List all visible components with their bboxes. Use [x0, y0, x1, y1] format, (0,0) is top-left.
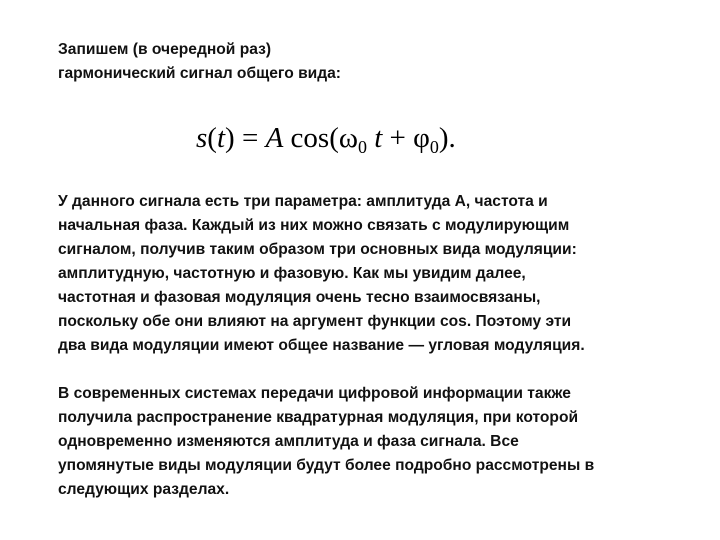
text-line: следующих разделах.: [58, 481, 230, 498]
text-line: гармонический сигнал общего вида:: [58, 65, 342, 82]
formula-plus: +: [382, 122, 414, 154]
text-line: частотная и фазовая модуляция очень тесно взаимосвязаны,: [58, 289, 541, 306]
text-line: Запишем (в очередной раз): [58, 41, 272, 58]
intro-paragraph: [58, 38, 678, 86]
formula-t-argument: t: [366, 122, 383, 154]
formula-amplitude: A: [265, 122, 284, 154]
text-line: два вида модуляции имеют общее название — угловая модуляция.: [58, 337, 585, 354]
text-line: сигналом, получив таким образом три основных вида модуляции:: [58, 241, 577, 258]
formula-paren-close: ): [225, 122, 235, 154]
formula-end: ).: [438, 122, 456, 154]
formula-omega-subscript: 0: [357, 137, 367, 157]
formula-t: t: [216, 122, 226, 154]
quadrature-paragraph: [58, 382, 678, 502]
formula-s: s: [196, 122, 208, 154]
formula-cos: cos(: [283, 122, 339, 154]
parameters-paragraph: [58, 190, 678, 358]
formula-equals: =: [234, 122, 266, 154]
text-line: упомянутые виды модуляции будут более подробно рассмотрены в: [58, 457, 595, 474]
formula-phi-subscript: 0: [429, 137, 439, 157]
formula-paren-open: (: [207, 122, 217, 154]
text-line: У данного сигнала есть три параметра: амплитуда А, частота и: [58, 193, 548, 210]
text-line: поскольку обе они влияют на аргумент функции cos. Поэтому эти: [58, 313, 572, 330]
text-line: одновременно изменяются амплитуда и фаза сигнала. Все: [58, 433, 519, 450]
text-line: получила распространение квадратурная модуляция, при которой: [58, 409, 579, 426]
formula-omega: ω: [338, 122, 358, 154]
formula-phi: φ: [413, 122, 430, 154]
signal-formula: [196, 118, 456, 167]
text-line: начальная фаза. Каждый из них можно связать с модулирующим: [58, 217, 570, 234]
text-line: амплитудную, частотную и фазовую. Как мы увидим далее,: [58, 265, 526, 282]
text-line: В современных системах передачи цифровой информации также: [58, 385, 571, 402]
